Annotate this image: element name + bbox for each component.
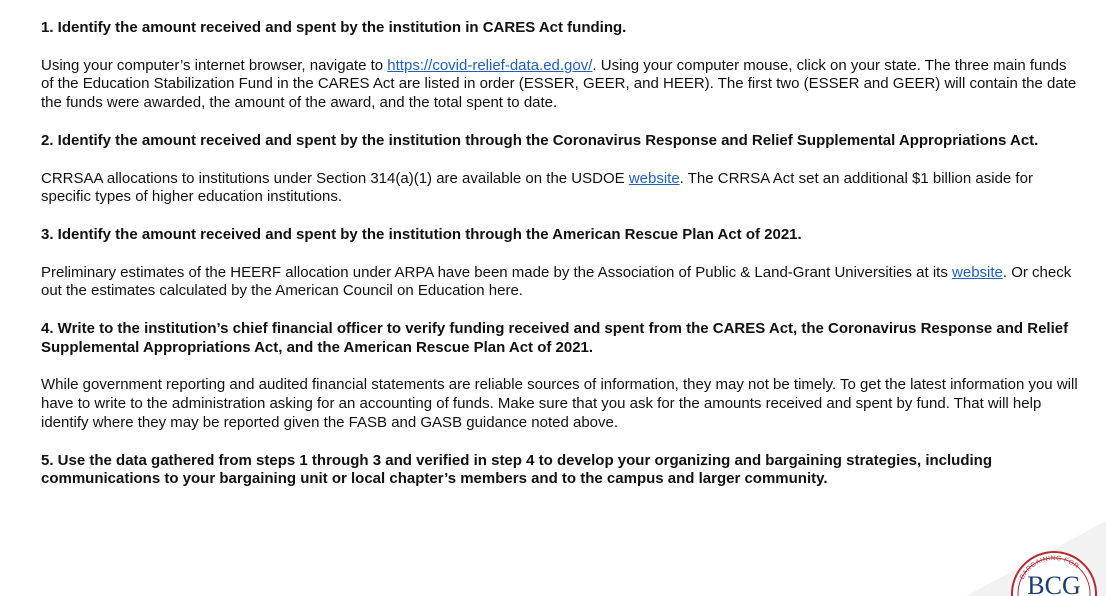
step-4-body bbox=[41, 376, 1081, 432]
step-4-body-text: While government reporting and audited financial statements are reliable sources of information, they may not be timely. To get the latest information you will have to write to the administration asking for an accounting of funds. Make sure that you ask for the amounts received and spent by fund. That will help identify where they may be reported given the FASB and GASB guidance noted above. bbox=[41, 376, 1078, 431]
step-2-body-text-b: . The CRRSA Act set an additional $1 billion aside for specific types of higher education institutions. bbox=[41, 169, 1033, 206]
covid-relief-data-link[interactable]: https://covid-relief-data.ed.gov/ bbox=[387, 56, 593, 74]
aplu-website-link[interactable]: website bbox=[952, 263, 1003, 281]
step-1-heading: 1. Identify the amount received and spent by the institution in CARES Act funding. bbox=[41, 19, 627, 36]
bcg-logo-watermark bbox=[936, 516, 1106, 596]
document-content bbox=[41, 19, 1081, 489]
step-1-body-text-b: . Using your computer mouse, click on your state. The three main funds of the Education Stabilization Fund in the CARES Act are listed in order (ESSER, GEER, and HEER). The first two (ESSER and GEER) will contain the date the funds were awarded, the amount of the award, and the total spent to date. bbox=[41, 56, 1077, 112]
step-1-body bbox=[41, 57, 1081, 113]
step-2-body-text-a: CRRSAA allocations to institutions under Section 314(a)(1) are available on the USDOE bbox=[41, 169, 629, 187]
step-1-body-text-a: Using your computer’s internet browser, navigate to bbox=[41, 56, 388, 74]
step-3-body bbox=[41, 264, 1081, 301]
step-2-body bbox=[41, 170, 1081, 207]
step-3-body-text-b: . Or check out the estimates calculated by the American Council on Education here. bbox=[41, 263, 1072, 300]
step-2-heading: 2. Identify the amount received and spent by the institution through the Coronavirus Response and Relief Supplemental Appropriations Act. bbox=[41, 131, 1039, 149]
step-3-heading: 3. Identify the amount received and spent by the institution through the American Rescue Plan Act of 2021. bbox=[41, 225, 802, 243]
step-5-heading: 5. Use the data gathered from steps 1 through 3 and verified in step 4 to develop your organizing and bargaining strategies, including communications to your bargaining unit or local chapter’s members and to the campus and larger community. bbox=[41, 451, 992, 488]
logo-bcg-text: BCG bbox=[1027, 571, 1081, 596]
step-3-body-text-a: Preliminary estimates of the HEERF allocation under ARPA have been made by the Association of Public & Land-Grant Universities at its bbox=[41, 263, 953, 281]
logo-ring-text: BARGAINING FOR bbox=[1018, 554, 1081, 581]
usdoe-website-link[interactable]: website bbox=[628, 169, 680, 187]
bcg-logo-icon bbox=[936, 516, 1106, 596]
step-4-heading: 4. Write to the institution’s chief financial officer to verify funding received and spent from the CARES Act, the Coronavirus Response and Relief Supplemental Appropriations Act, and the American Rescue Plan Act of 2021. bbox=[41, 320, 1069, 356]
